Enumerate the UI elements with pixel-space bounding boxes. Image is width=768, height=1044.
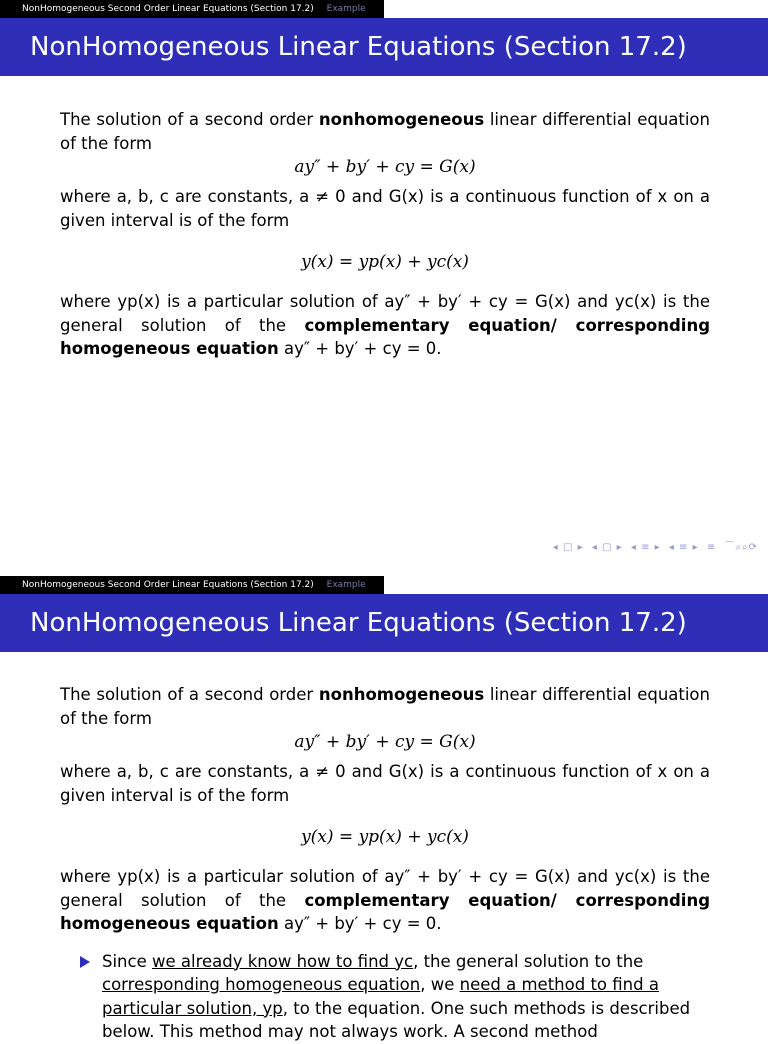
- frame-title: NonHomogeneous Linear Equations (Section 17.2): [0, 594, 768, 652]
- headline-bar: [0, 576, 384, 594]
- equation-nonhomogeneous: ay″ + by′ + cy = G(x): [294, 157, 476, 177]
- nav-frame-icon[interactable]: ◂ ▢ ▸: [591, 542, 623, 553]
- nav-section-icon[interactable]: ◂ ≡ ▸: [668, 542, 699, 553]
- nav-search-icon[interactable]: ⌒⌕⌕⟳: [724, 542, 758, 553]
- headline-section[interactable]: NonHomogeneous Second Order Linear Equations (Section 17.2): [22, 4, 314, 14]
- paragraph-particular: where yp(x) is a particular solution of ay″ + by′ + cy = G(x) and yc(x) is the general solution of the complementary equation/ corresponding homogeneous equation ay″ + by′ + cy = 0.: [60, 292, 711, 358]
- bullet-item: Since we already know how to find yc, the general solution to the corresponding homogeneous equation, we need a method to find a particular solution, yp, to the equation. One such methods is described below. This method may not always work. A second method: [60, 950, 710, 1044]
- equation-general-solution: y(x) = yp(x) + yc(x): [301, 827, 469, 847]
- slide-content: [60, 108, 710, 361]
- bullet-list: [60, 950, 710, 1044]
- headline-bar: [0, 0, 384, 18]
- frame-title: NonHomogeneous Linear Equations (Section 17.2): [0, 18, 768, 76]
- headline-subsection[interactable]: Example: [326, 4, 366, 14]
- paragraph-intro: The solution of a second order nonhomogeneous linear differential equation of the form: [60, 685, 710, 728]
- slide-2: [0, 556, 768, 1041]
- paragraph-particular: where yp(x) is a particular solution of ay″ + by′ + cy = G(x) and yc(x) is the general solution of the complementary equation/ corresponding homogeneous equation ay″ + by′ + cy = 0.: [60, 867, 711, 933]
- equation-general-solution: y(x) = yp(x) + yc(x): [301, 252, 469, 272]
- nav-subsection-icon[interactable]: ◂ ≡ ▸: [630, 542, 661, 553]
- paragraph-conditions: where a, b, c are constants, a ≠ 0 and G(x) is a continuous function of x on a given interval is of the form: [60, 187, 710, 230]
- slide-content: [60, 683, 710, 1044]
- paragraph-intro: The solution of a second order nonhomogeneous linear differential equation of the form: [60, 110, 710, 153]
- headline-section[interactable]: NonHomogeneous Second Order Linear Equations (Section 17.2): [22, 580, 314, 590]
- nav-document-icon[interactable]: ≡: [706, 542, 717, 553]
- headline-subsection[interactable]: Example: [326, 580, 366, 590]
- bullet-triangle-icon: [80, 956, 90, 968]
- equation-nonhomogeneous: ay″ + by′ + cy = G(x): [294, 732, 476, 752]
- nav-slide-icon[interactable]: ◂ □ ▸: [552, 542, 584, 553]
- beamer-navigation[interactable]: [551, 538, 760, 552]
- paragraph-conditions: where a, b, c are constants, a ≠ 0 and G(x) is a continuous function of x on a given interval is of the form: [60, 762, 710, 805]
